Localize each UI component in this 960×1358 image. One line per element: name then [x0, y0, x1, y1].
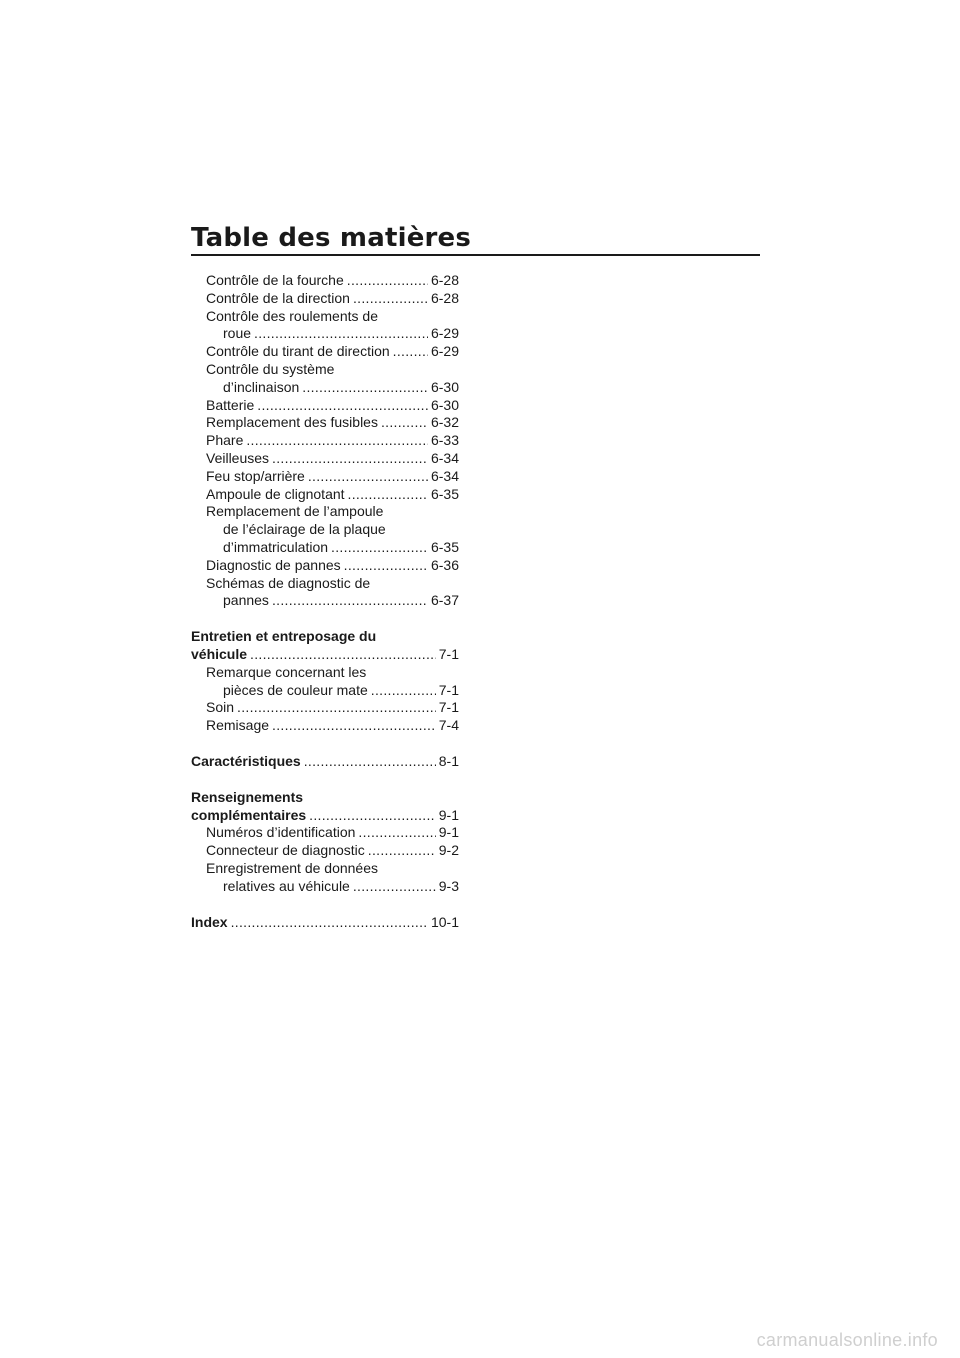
toc-page-number: 6-35 [430, 485, 459, 502]
dot-leader [254, 325, 428, 343]
toc-chapter-row [191, 628, 459, 646]
toc-entry-label: d’inclinaison [223, 378, 300, 395]
dot-leader [347, 272, 428, 290]
toc-page-number: 6-29 [430, 343, 459, 360]
dot-leader [358, 824, 435, 842]
toc-entry-label: Schémas de diagnostic de [206, 574, 371, 591]
toc-page-number: 6-35 [430, 538, 459, 555]
toc-entry-row [191, 664, 459, 682]
toc-page-number: 10-1 [430, 913, 459, 930]
dot-leader [302, 379, 428, 397]
toc-entry-row[interactable] [191, 343, 459, 361]
dot-leader [344, 557, 428, 575]
toc-entry-row [191, 860, 459, 878]
toc-entry-label: véhicule [191, 645, 248, 662]
toc-page-number: 7-1 [438, 645, 459, 662]
toc-entry-label: Remarque concernant les [206, 663, 367, 680]
toc-spacer [191, 610, 459, 628]
toc-spacer [191, 735, 459, 753]
watermark: carmanualsonline.info [756, 1330, 938, 1350]
dot-leader [272, 592, 428, 610]
toc-entry-label: Numéros d’identification [206, 824, 356, 841]
toc-entry-label: relatives au véhicule [223, 877, 350, 894]
toc-entry-label: Contrôle des roulements de [206, 307, 378, 324]
toc-entry-label: Remplacement de l’ampoule [206, 503, 384, 520]
title-divider [191, 254, 760, 256]
toc-entry-row[interactable] [191, 842, 459, 860]
dot-leader [371, 682, 436, 700]
toc-entry-row[interactable] [191, 432, 459, 450]
toc-entry-label: Entretien et entreposage du [191, 628, 377, 645]
toc-page-number: 7-1 [438, 681, 459, 698]
toc-entry-row[interactable] [191, 557, 459, 575]
toc-entry-row[interactable] [191, 325, 459, 343]
toc-entry-label: Remplacement des fusibles [206, 414, 378, 431]
toc-entry-label: Index [191, 913, 228, 930]
dot-leader [331, 539, 428, 557]
dot-leader [308, 468, 428, 486]
toc-entry-row[interactable] [191, 878, 459, 896]
toc-spacer [191, 896, 459, 914]
dot-leader [309, 807, 436, 825]
toc-entry-row [191, 308, 459, 326]
toc-entry-label: d’immatriculation [223, 538, 329, 555]
dot-leader [231, 914, 428, 932]
toc-page-number: 9-3 [438, 877, 459, 894]
toc-page-number: 6-32 [430, 414, 459, 431]
toc-entry-label: Contrôle de la fourche [206, 272, 344, 288]
toc-entry-row[interactable] [191, 414, 459, 432]
toc-page-number: 6-33 [430, 432, 459, 449]
toc-entry-row[interactable] [191, 699, 459, 717]
toc-chapter-row[interactable] [191, 753, 459, 771]
toc-page-number: 6-30 [430, 378, 459, 395]
toc-entry-row[interactable] [191, 272, 459, 290]
dot-leader [246, 432, 428, 450]
toc-entry-label: Phare [206, 432, 244, 449]
toc-page-number: 6-37 [430, 592, 459, 609]
dot-leader [304, 753, 436, 771]
toc-entry-row [191, 575, 459, 593]
toc-entry-label: Feu stop/arrière [206, 467, 305, 484]
toc-page-number: 6-28 [430, 289, 459, 306]
toc-entry-label: complémentaires [191, 806, 307, 823]
toc-entry-label: Batterie [206, 396, 255, 413]
toc-page-number: 6-28 [430, 272, 459, 288]
dot-leader [353, 878, 436, 896]
toc-chapter-row[interactable] [191, 646, 459, 664]
toc-entry-row[interactable] [191, 682, 459, 700]
toc-entry-row[interactable] [191, 717, 459, 735]
toc-page-number: 7-4 [438, 717, 459, 734]
toc-page-number: 6-29 [430, 325, 459, 342]
toc-entry-row[interactable] [191, 290, 459, 308]
toc-entry-label: Ampoule de clignotant [206, 485, 345, 502]
dot-leader [272, 450, 428, 468]
toc-entry-row [191, 503, 459, 521]
toc-page-number: 8-1 [438, 752, 459, 769]
toc-entry-label: de l’éclairage de la plaque [223, 521, 386, 538]
toc-page-number: 6-36 [430, 556, 459, 573]
toc-entry-row[interactable] [191, 468, 459, 486]
toc-entry-label: Diagnostic de pannes [206, 556, 341, 573]
toc-page-number: 6-30 [430, 396, 459, 413]
toc-entry-label: pièces de couleur mate [223, 681, 368, 698]
dot-leader [257, 397, 428, 415]
toc-page-number: 7-1 [438, 699, 459, 716]
toc-entry-row [191, 361, 459, 379]
toc-entry-label: Contrôle de la direction [206, 289, 350, 306]
toc-entry-row[interactable] [191, 539, 459, 557]
toc-entry-label: roue [223, 325, 252, 342]
toc-page-number: 6-34 [430, 449, 459, 466]
toc-entry-label: pannes [223, 592, 269, 609]
toc-entry-label: Veilleuses [206, 449, 270, 466]
toc-page-number: 9-1 [438, 806, 459, 823]
toc-entry-row[interactable] [191, 379, 459, 397]
toc-chapter-row[interactable] [191, 914, 459, 932]
toc-entry-row[interactable] [191, 824, 459, 842]
toc-entry-label: Enregistrement de données [206, 859, 378, 876]
toc-spacer [191, 771, 459, 789]
toc-entry-label: Renseignements [191, 788, 304, 805]
toc-entry-row[interactable] [191, 450, 459, 468]
toc-entry-label: Connecteur de diagnostic [206, 842, 365, 859]
toc-page-number: 9-2 [438, 842, 459, 859]
dot-leader [368, 842, 436, 860]
toc-entry-label: Soin [206, 699, 235, 716]
toc-entry-row [191, 521, 459, 539]
dot-leader [348, 486, 428, 504]
page-title: Table des matières [191, 223, 472, 253]
toc-page-number: 9-1 [438, 824, 459, 841]
toc-entry-label: Caractéristiques [191, 752, 301, 769]
dot-leader [237, 699, 436, 717]
toc-chapter-row [191, 789, 459, 807]
table-of-contents [191, 272, 459, 931]
toc-entry-label: Contrôle du système [206, 360, 335, 377]
dot-leader [393, 343, 428, 361]
toc-chapter-row[interactable] [191, 807, 459, 825]
toc-entry-label: Remisage [206, 717, 270, 734]
toc-entry-row[interactable] [191, 397, 459, 415]
toc-entry-label: Contrôle du tirant de direction [206, 343, 390, 360]
dot-leader [381, 414, 428, 432]
toc-entry-row[interactable] [191, 486, 459, 504]
toc-page-number: 6-34 [430, 467, 459, 484]
dot-leader [353, 290, 428, 308]
dot-leader [250, 646, 436, 664]
dot-leader [272, 717, 436, 735]
toc-entry-row[interactable] [191, 592, 459, 610]
